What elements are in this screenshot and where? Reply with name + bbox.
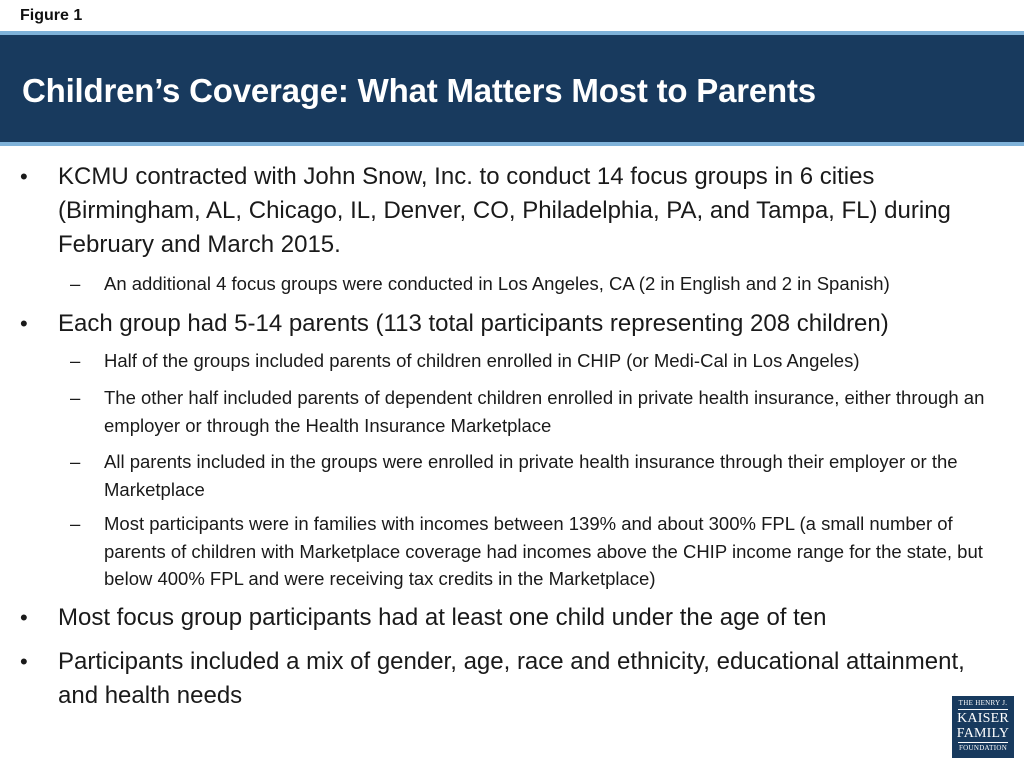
header-bottom-rule <box>0 142 1024 146</box>
slide-title: Children’s Coverage: What Matters Most to Parents <box>22 72 816 109</box>
logo-divider <box>958 742 1008 743</box>
sub-bullet-item <box>70 270 1005 298</box>
sub-bullet-text: Most participants were in families with incomes between 139% and about 300% FPL (a small number of parents of children with Marketplace coverage had incomes above the CHIP income range for the state, but below 400% FPL and were receiving tax credits in the Marketplace) <box>104 513 983 589</box>
bullet-item <box>20 601 1010 635</box>
bullet-mark: • <box>20 605 28 630</box>
sub-bullet-mark: – <box>70 513 81 534</box>
logo-line-1: THE HENRY J. <box>958 699 1008 707</box>
sub-bullet-text: All parents included in the groups were enrolled in private health insurance through their employer or the Marketplace <box>104 451 958 500</box>
bullet-item <box>20 645 1010 713</box>
sub-bullet-item <box>70 448 1005 503</box>
logo-line-2: KAISER <box>957 711 1009 726</box>
bullet-item <box>20 307 1010 341</box>
sub-bullet-item <box>70 347 1005 375</box>
bullet-text: Each group had 5-14 parents (113 total participants representing 208 children) <box>58 310 889 337</box>
bullet-mark: • <box>20 649 28 674</box>
kaiser-family-foundation-logo <box>952 696 1014 758</box>
sub-bullet-mark: – <box>70 387 81 408</box>
sub-bullet-mark: – <box>70 350 81 371</box>
logo-line-3: FAMILY <box>956 726 1010 741</box>
bullet-mark: • <box>20 311 28 336</box>
bullet-text: Participants included a mix of gender, age, race and ethnicity, educational attainment, and health needs <box>58 648 965 709</box>
sub-bullet-item <box>70 510 1005 593</box>
bullet-text: Most focus group participants had at least one child under the age of ten <box>58 604 827 631</box>
sub-bullet-text: The other half included parents of dependent children enrolled in private health insurance, either through an employer or through the Health Insurance Marketplace <box>104 387 985 436</box>
bullet-mark: • <box>20 164 28 189</box>
sub-bullet-item <box>70 384 1005 439</box>
sub-bullet-text: An additional 4 focus groups were conducted in Los Angeles, CA (2 in English and 2 in Spanish) <box>104 273 890 294</box>
sub-bullet-mark: – <box>70 451 81 472</box>
sub-bullet-text: Half of the groups included parents of children enrolled in CHIP (or Medi-Cal in Los Angeles) <box>104 350 860 371</box>
sub-bullet-mark: – <box>70 273 81 294</box>
bullet-item <box>20 160 1010 262</box>
bullet-text: KCMU contracted with John Snow, Inc. to conduct 14 focus groups in 6 cities (Birmingham, AL, Chicago, IL, Denver, CO, Philadelphia, PA, and Tampa, FL) during February and March 2015. <box>58 163 951 258</box>
logo-line-4: FOUNDATION <box>958 744 1008 752</box>
logo-divider <box>958 709 1008 710</box>
figure-label: Figure 1 <box>20 7 83 24</box>
